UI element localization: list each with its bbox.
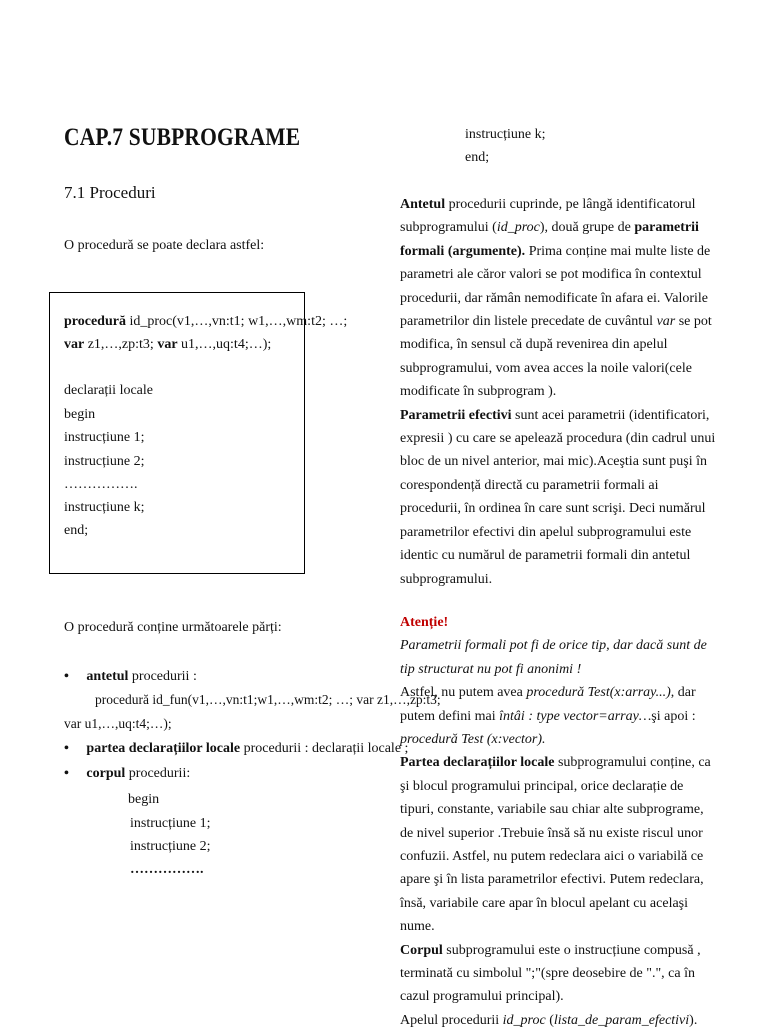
p6c: ). bbox=[689, 1012, 698, 1028]
p1c: Prima conține mai multe liste de parametri ale căror valori se pot modifica în contextul procedurii, dar rămân nemodificate în afara ei. Valorile parametrilor din listele precedate de cuvântul bbox=[400, 243, 711, 330]
procedure-declaration-box bbox=[49, 292, 348, 574]
box-line-1-rest: id_proc(v1,…,vn:t1; w1,…,wm:t2; …; bbox=[129, 314, 348, 329]
partea-declaratiilor-heading: Partea declarațiilor locale bbox=[400, 755, 555, 771]
paragraph-astfel bbox=[400, 681, 718, 751]
bullet-partea bbox=[64, 741, 408, 757]
note-italic: Parametrii formali pot fi de orice tip, dar dacă sunt de tip structurat nu pot fi anonimi ! bbox=[400, 638, 707, 677]
antetul-rest: procedurii : bbox=[131, 669, 197, 684]
intro-text: O procedură se poate declara astfel: bbox=[64, 238, 265, 253]
fun-line-2: var u1,…,uq:t4;…); bbox=[64, 716, 172, 731]
box-line-2-mid: z1,…,zp:t3; bbox=[87, 337, 154, 352]
p6b: ( bbox=[545, 1012, 554, 1028]
p3-it3: procedură Test (x:vector). bbox=[400, 731, 546, 747]
p1d: se pot modifica, în sensul că după revenirea din apelul subprogramului, vom avea acces la noile valori(cele modificate în subprogram ). bbox=[400, 314, 712, 400]
p3a: Astfel, nu putem avea bbox=[400, 685, 527, 701]
keyword-procedura: procedură bbox=[64, 314, 126, 329]
box-line-1 bbox=[64, 314, 347, 330]
right-top-end: end; bbox=[465, 150, 490, 165]
p6-it2: lista_de_param_efectivi bbox=[553, 1012, 690, 1028]
antetul-keyword: antetul bbox=[86, 669, 129, 684]
paragraph-corpul bbox=[400, 939, 718, 1009]
p1b: ), două grupe de bbox=[539, 220, 631, 236]
corpul-keyword: corpul bbox=[86, 766, 126, 781]
p3c: şi apoi : bbox=[651, 708, 696, 724]
corpul-heading: Corpul bbox=[400, 942, 443, 958]
box-line-7: ……………. bbox=[64, 477, 138, 492]
p1-var: var bbox=[656, 314, 676, 330]
keyword-var: var bbox=[157, 337, 178, 352]
p6-it1: id_proc bbox=[502, 1012, 546, 1028]
box-line-2 bbox=[64, 337, 271, 353]
bullet-icon: • bbox=[64, 669, 69, 684]
p1-idproc: id_proc bbox=[496, 220, 540, 236]
corpul-instr-1: instrucțiune 1; bbox=[130, 816, 211, 831]
fun-line: procedură id_fun(v1,…,vn:t1;w1,…,wm:t2; …; var z1,…,zp:t3; bbox=[95, 692, 441, 707]
box-line-5: instrucțiune 1; bbox=[64, 430, 145, 445]
bullet-corpul bbox=[64, 766, 190, 782]
box-line-4: begin bbox=[64, 407, 96, 422]
paragraph-antetul bbox=[400, 193, 718, 404]
paragraph-parametrii-efectivi bbox=[400, 404, 718, 591]
paragraph-apelul bbox=[400, 1009, 718, 1032]
parametrii-efectivi-heading: Parametrii efectivi bbox=[400, 407, 512, 423]
p6a: Apelul procedurii bbox=[400, 1012, 503, 1028]
box-line-3: declarații locale bbox=[64, 383, 153, 398]
p2: sunt acei parametrii (identificatori, expresii ) cu care se apelează procedura (din cadrul unui bloc de un nivel anterior, mai mic).Aceştia sunt puşi în corespondență directă cu parametrii formali ai procedurii, în ordinea în care sunt scrişi. Deci numărul parametrilor efectivi din apelul subprogramului este identic cu numărul de parametrii formali din antetul subprogramului. bbox=[400, 407, 716, 587]
antetul-heading: Antetul bbox=[400, 197, 446, 212]
box-line-2-rest: u1,…,uq:t4;…); bbox=[181, 337, 272, 352]
corpul-begin: begin bbox=[128, 792, 160, 807]
right-top-instr-k: instrucțiune k; bbox=[465, 127, 546, 142]
atentie-label: Atenție! bbox=[400, 614, 449, 630]
p1-parametrii-formali: parametrii formali (argumente). bbox=[400, 220, 699, 259]
p3-it1: procedură Test(x:array...) bbox=[526, 685, 671, 701]
p1a: procedurii cuprinde, pe lângă identificatorul subprogramului ( bbox=[400, 197, 696, 236]
p5: subprogramului este o instrucțiune compusă , terminată cu simbolul ";"(spre deosebire de ".", ca în cazul programului principal). bbox=[400, 942, 701, 1005]
section-heading: 7.1 Proceduri bbox=[64, 183, 156, 202]
partea-keyword: partea declarațiilor locale bbox=[86, 741, 241, 756]
partea-rest: procedurii : declarații locale ; bbox=[243, 741, 409, 756]
parts-intro: O procedură conține următoarele părți: bbox=[64, 620, 282, 635]
right-body bbox=[400, 193, 718, 1032]
box-line-6: instrucțiune 2; bbox=[64, 454, 145, 469]
p3-it2: întâi : type vector=array… bbox=[499, 708, 652, 724]
p4: subprogramului conține, ca şi blocul programului principal, orice declarație de tipuri, constante, variabile sau chiar alte subprograme, de nivel superior .Trebuie însă să nu existe riscul unor confuzii. Astfel, nu putem redeclara aici o variabilă ce apare şi în lista parametrilor efectivi. Putem redeclara, însă, variabile care apar în blocul apelant cu acelaşi nume. bbox=[400, 755, 711, 935]
corpul-instr-2: instrucțiune 2; bbox=[130, 839, 211, 854]
box-line-8: instrucțiune k; bbox=[64, 500, 145, 515]
atentie-heading bbox=[400, 611, 718, 634]
bullet-icon: • bbox=[64, 766, 69, 781]
corpul-rest: procedurii: bbox=[128, 766, 191, 781]
paragraph-partea-declaratiilor bbox=[400, 751, 718, 938]
box-line-9: end; bbox=[64, 523, 89, 538]
keyword-var: var bbox=[64, 337, 85, 352]
bullet-icon: • bbox=[64, 741, 69, 756]
bullet-antetul bbox=[64, 669, 197, 685]
chapter-title: CAP.7 SUBPROGRAME bbox=[64, 124, 301, 151]
p3b: , dar putem defini mai bbox=[400, 685, 696, 724]
corpul-dots: ……………. bbox=[130, 862, 204, 877]
